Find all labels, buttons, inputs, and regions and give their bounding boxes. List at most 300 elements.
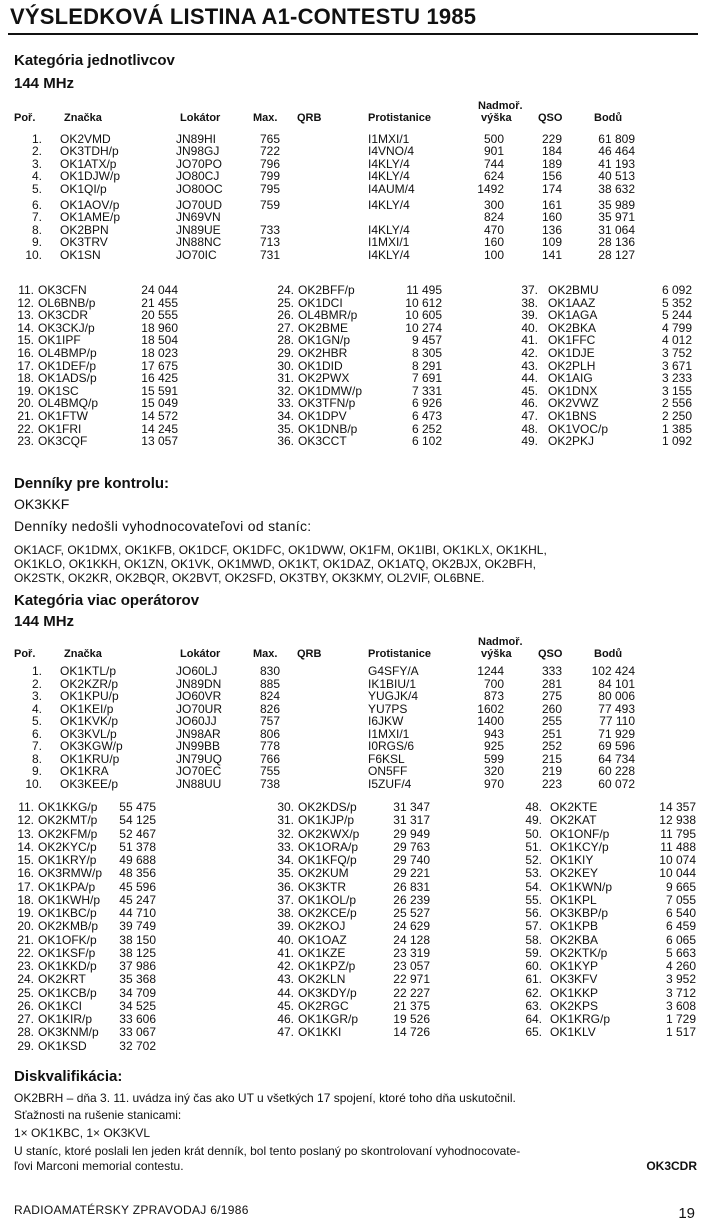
- list-points: 32 702: [119, 1038, 156, 1053]
- list-points: 14 726: [393, 1025, 430, 1040]
- list-points: 18 960: [141, 320, 178, 335]
- list-rank: 34.: [277, 853, 294, 867]
- list-points: 5 244: [661, 308, 692, 323]
- list-rank: 36.: [277, 434, 294, 449]
- row-callsign: OK1KEI/p: [60, 701, 114, 716]
- row-counterpart: I0RGS/6: [368, 739, 415, 753]
- list-callsign: OK1ONF/p: [550, 826, 610, 841]
- list-points: 3 233: [661, 371, 692, 386]
- list-callsign: OK2PLH: [548, 358, 596, 373]
- row-qso: 223: [541, 776, 562, 791]
- list-callsign: OK2RGC: [298, 998, 349, 1013]
- list-rank: 27.: [277, 320, 294, 335]
- row-qso: 160: [541, 210, 562, 225]
- disq-signature: OK3CDR: [646, 1159, 697, 1173]
- row-locator: JN89HI: [176, 132, 217, 146]
- row-rank: 5.: [31, 714, 42, 728]
- row-max: 795: [260, 181, 281, 196]
- disq-line-4: U staníc, ktoré poslali len jeden krát denník, bol tento poslaný po skontrolovaní vyhodnocovate-: [14, 1144, 521, 1158]
- list-rank: 19.: [17, 383, 34, 398]
- row-altitude: 300: [483, 198, 504, 212]
- list-points: 19 526: [393, 1012, 430, 1026]
- list-rank: 38.: [521, 295, 538, 310]
- list-points: 3 952: [665, 972, 696, 987]
- list-rank: 61.: [525, 972, 542, 987]
- list-points: 4 260: [665, 959, 696, 973]
- row-counterpart: I4KLY/4: [368, 198, 410, 212]
- row-callsign: OK2VMD: [60, 132, 111, 146]
- row-max: 731: [260, 247, 281, 262]
- cat2-col-qrb: QRB: [297, 648, 322, 660]
- list-callsign: OK2KTE: [550, 800, 598, 814]
- list-rank: 51.: [525, 839, 542, 854]
- row-counterpart: I1MXI/1: [368, 726, 410, 741]
- row-callsign: OK1QI/p: [60, 181, 107, 196]
- list-rank: 13.: [17, 826, 34, 841]
- row-callsign: OK1KTL/p: [60, 664, 117, 678]
- row-points: 77 110: [599, 714, 635, 728]
- list-rank: 29.: [277, 346, 294, 360]
- list-points: 51 378: [119, 839, 156, 854]
- row-max: 713: [260, 235, 281, 250]
- row-max: 755: [260, 764, 281, 778]
- list-rank: 62.: [525, 985, 542, 1000]
- list-rank: 23.: [17, 959, 34, 973]
- list-points: 10 074: [659, 853, 696, 867]
- list-points: 4 012: [661, 333, 692, 348]
- row-qso: 141: [541, 247, 562, 262]
- row-points: 40 513: [598, 169, 635, 184]
- list-rank: 49.: [521, 434, 538, 449]
- list-rank: 25.: [277, 295, 294, 310]
- row-counterpart: I1MXI/1: [368, 235, 410, 250]
- row-locator: JO70UR: [176, 701, 223, 716]
- list-callsign: OK1DID: [298, 358, 343, 373]
- cat1-col-max: Max.: [253, 112, 278, 124]
- title-rule: [8, 33, 698, 35]
- list-points: 12 938: [659, 813, 696, 828]
- list-points: 31 317: [393, 813, 430, 828]
- list-callsign: OK1KGR/p: [298, 1012, 359, 1026]
- list-callsign: OK2KBA: [550, 932, 599, 947]
- list-points: 5 352: [661, 295, 692, 310]
- row-locator: JN99BB: [176, 739, 221, 753]
- list-points: 55 475: [119, 800, 156, 814]
- list-points: 24 128: [393, 932, 430, 947]
- row-rank: 1.: [31, 664, 42, 678]
- list-callsign: OK1GN/p: [298, 333, 351, 348]
- list-rank: 41.: [277, 945, 294, 960]
- row-points: 46 464: [598, 144, 635, 159]
- list-rank: 52.: [525, 853, 542, 867]
- row-max: 757: [260, 714, 281, 728]
- list-callsign: OK2BMU: [548, 283, 599, 297]
- list-callsign: OK1DPV: [298, 409, 347, 423]
- list-callsign: OK1FFC: [548, 333, 596, 348]
- list-rank: 50.: [525, 826, 542, 841]
- list-callsign: OK2KDS/p: [298, 800, 357, 814]
- list-points: 6 065: [665, 932, 696, 947]
- list-points: 11 795: [660, 826, 696, 841]
- list-callsign: OK1DNX: [548, 383, 598, 398]
- row-rank: 2.: [31, 676, 42, 691]
- list-rank: 19.: [17, 906, 34, 920]
- cat1-col-nadmor: Nadmoř.: [478, 100, 523, 112]
- control-title: Denníky pre kontrolu:: [14, 475, 170, 492]
- list-rank: 32.: [277, 383, 294, 398]
- list-callsign: OK3CDR: [38, 308, 89, 323]
- list-points: 1 517: [665, 1025, 696, 1040]
- list-rank: 60.: [525, 959, 542, 973]
- row-callsign: OK3TRV: [60, 235, 108, 250]
- list-callsign: OK1KRG/p: [550, 1012, 611, 1026]
- list-points: 4 799: [661, 320, 692, 335]
- row-callsign: OK3KVL/p: [60, 726, 117, 741]
- page-title: VÝSLEDKOVÁ LISTINA A1-CONTESTU 1985: [10, 4, 477, 29]
- list-points: 9 457: [411, 333, 442, 348]
- list-points: 10 274: [405, 320, 442, 335]
- list-callsign: OK1KCI: [38, 998, 83, 1013]
- row-qso: 189: [541, 156, 562, 171]
- list-rank: 29.: [17, 1038, 34, 1053]
- row-points: 61 809: [598, 132, 635, 146]
- list-rank: 46.: [277, 1012, 294, 1026]
- row-qso: 156: [541, 169, 562, 184]
- row-max: 796: [260, 156, 281, 171]
- row-points: 60 228: [598, 764, 635, 778]
- list-rank: 49.: [525, 813, 542, 828]
- list-rank: 11.: [18, 283, 34, 297]
- list-callsign: OK1OAZ: [298, 932, 347, 947]
- row-max: 824: [260, 689, 281, 703]
- row-qso: 174: [541, 181, 562, 196]
- list-rank: 31.: [277, 813, 294, 828]
- list-points: 21 455: [141, 295, 178, 310]
- list-callsign: OK1KPZ/p: [298, 959, 356, 973]
- list-rank: 37.: [521, 283, 538, 297]
- cat1-col-protistanice: Protistanice: [368, 112, 431, 124]
- row-points: 28 136: [598, 235, 635, 250]
- list-points: 14 357: [659, 800, 696, 814]
- row-rank: 4.: [31, 701, 42, 716]
- row-max: 733: [260, 222, 281, 237]
- list-callsign: OK1KLV: [550, 1025, 596, 1040]
- list-callsign: OK2KAT: [550, 813, 597, 828]
- list-points: 18 504: [141, 333, 178, 348]
- list-points: 29 740: [393, 853, 430, 867]
- list-points: 15 049: [141, 396, 178, 411]
- list-rank: 28.: [17, 1025, 34, 1040]
- row-points: 31 064: [598, 222, 635, 237]
- list-callsign: OK2BKA: [548, 320, 597, 335]
- list-points: 3 155: [661, 383, 692, 398]
- list-points: 16 425: [141, 371, 178, 386]
- list-rank: 25.: [17, 985, 34, 1000]
- list-rank: 36.: [277, 879, 294, 894]
- list-callsign: OK2KCE/p: [298, 906, 357, 920]
- row-locator: JN88UU: [176, 776, 222, 791]
- list-rank: 18.: [17, 892, 34, 907]
- list-rank: 37.: [277, 892, 294, 907]
- disq-line-5: ľovi Marconi memorial contestu.: [14, 1159, 184, 1173]
- list-rank: 38.: [277, 906, 294, 920]
- disq-line-1: OK2BRH – dňa 3. 11. uvádza iný čas ako UT u všetkých 17 spojení, ktoré toho dňa uskutočnil.: [14, 1091, 516, 1105]
- list-points: 26 831: [393, 879, 430, 894]
- list-points: 45 247: [119, 892, 156, 907]
- list-points: 37 986: [119, 959, 156, 973]
- list-rank: 33.: [277, 839, 294, 854]
- list-rank: 15.: [17, 853, 34, 867]
- list-points: 7 331: [411, 383, 442, 398]
- row-points: 28 127: [598, 247, 635, 262]
- row-rank: 7.: [31, 739, 42, 753]
- list-points: 49 688: [119, 853, 156, 867]
- row-rank: 9.: [31, 235, 42, 250]
- disq-title: Diskvalifikácia:: [14, 1068, 123, 1085]
- cat1-title: Kategória jednotlivcov: [14, 52, 175, 69]
- list-callsign: OK1KKI: [298, 1025, 342, 1040]
- row-rank: 7.: [31, 210, 42, 225]
- list-rank: 45.: [277, 998, 294, 1013]
- row-qso: 184: [541, 144, 562, 159]
- missing-line-1: OK1ACF, OK1DMX, OK1KFB, OK1DCF, OK1DFC, OK1DWW, OK1FM, OK1IBI, OK1KLX, OK1KHL,: [14, 543, 547, 557]
- list-points: 20 555: [141, 308, 178, 323]
- list-points: 44 710: [119, 906, 156, 920]
- list-rank: 30.: [277, 358, 294, 373]
- list-callsign: OK2KLN: [298, 972, 346, 987]
- list-callsign: OK2HBR: [298, 346, 348, 360]
- row-qso: 252: [541, 739, 562, 753]
- list-rank: 23.: [17, 434, 34, 449]
- list-callsign: OK1KSD: [38, 1038, 87, 1053]
- row-altitude: 873: [483, 689, 504, 703]
- list-callsign: OK1KCY/p: [550, 839, 609, 854]
- list-rank: 30.: [277, 800, 294, 814]
- list-callsign: OK2KEY: [550, 866, 599, 881]
- list-callsign: OK1ADS/p: [38, 371, 97, 386]
- cat1-col-qrb: QRB: [297, 112, 322, 124]
- list-rank: 28.: [277, 333, 294, 348]
- row-points: 41 193: [598, 156, 635, 171]
- list-rank: 16.: [17, 866, 34, 881]
- cat1-col-lokator: Lokátor: [180, 112, 221, 124]
- list-callsign: OK1AIG: [548, 371, 593, 386]
- missing-title: Denníky nedošli vyhodnocovateľovi od staníc:: [14, 518, 312, 534]
- list-points: 6 102: [411, 434, 442, 449]
- row-points: 35 989: [598, 198, 635, 212]
- list-rank: 58.: [525, 932, 542, 947]
- cat1-col-znacka: Značka: [64, 112, 102, 124]
- list-points: 35 368: [119, 972, 156, 987]
- row-counterpart: I4KLY/4: [368, 169, 410, 184]
- list-points: 29 221: [393, 866, 430, 881]
- list-callsign: OK1KRY/p: [38, 853, 97, 867]
- cat2-col-bodu: Bodů: [594, 648, 623, 660]
- row-altitude: 925: [483, 739, 504, 753]
- list-rank: 48.: [525, 800, 542, 814]
- list-callsign: OK1ORA/p: [298, 839, 359, 854]
- list-points: 25 527: [393, 906, 430, 920]
- list-points: 6 473: [411, 409, 442, 423]
- list-rank: 39.: [277, 919, 294, 934]
- row-rank: 5.: [31, 181, 42, 196]
- row-callsign: OK1KVK/p: [60, 714, 119, 728]
- list-rank: 21.: [17, 409, 34, 423]
- list-points: 2 556: [661, 396, 692, 411]
- list-points: 10 612: [405, 295, 442, 310]
- list-rank: 41.: [521, 333, 538, 348]
- list-rank: 65.: [525, 1025, 542, 1040]
- list-callsign: OK2KUM: [298, 866, 349, 881]
- list-rank: 35.: [277, 866, 294, 881]
- list-callsign: OK3CFN: [38, 283, 87, 297]
- list-rank: 27.: [17, 1012, 34, 1026]
- list-callsign: OK3TFN/p: [298, 396, 356, 411]
- row-altitude: 160: [483, 235, 504, 250]
- list-rank: 42.: [277, 959, 294, 973]
- list-points: 6 926: [411, 396, 442, 411]
- list-rank: 24.: [277, 283, 294, 297]
- row-qso: 109: [541, 235, 562, 250]
- row-qso: 161: [541, 198, 562, 212]
- cat1-col-qso: QSO: [538, 112, 563, 124]
- row-qso: 251: [541, 726, 562, 741]
- row-altitude: 700: [483, 676, 504, 691]
- list-points: 21 375: [393, 998, 430, 1013]
- list-rank: 44.: [277, 985, 294, 1000]
- list-points: 52 467: [119, 826, 156, 841]
- cat1-col-vyska: výška: [481, 112, 512, 124]
- row-qso: 260: [541, 701, 562, 716]
- footer-publication: RADIOAMATÉRSKY ZPRAVODAJ 6/1986: [14, 1203, 249, 1217]
- row-max: 806: [260, 726, 281, 741]
- list-callsign: OK1FTW: [38, 409, 88, 423]
- row-counterpart: YU7PS: [368, 701, 408, 716]
- row-rank: 10.: [25, 247, 42, 262]
- list-points: 11 488: [660, 839, 696, 854]
- cat2-title: Kategória viac operátorov: [14, 592, 200, 609]
- list-points: 17 675: [141, 358, 178, 373]
- row-locator: JN69VN: [176, 210, 221, 225]
- row-callsign: OK3TDH/p: [60, 144, 119, 159]
- list-callsign: OK3CKJ/p: [38, 320, 95, 335]
- list-rank: 45.: [521, 383, 538, 398]
- list-rank: 47.: [277, 1025, 294, 1040]
- list-callsign: OK2KOJ: [298, 919, 346, 934]
- row-rank: 9.: [31, 764, 42, 778]
- list-rank: 12.: [17, 295, 34, 310]
- row-altitude: 744: [483, 156, 504, 171]
- row-locator: JO80OC: [176, 181, 223, 196]
- row-rank: 4.: [31, 169, 42, 184]
- list-points: 8 305: [411, 346, 442, 360]
- list-points: 34 709: [119, 985, 156, 1000]
- row-rank: 1.: [31, 132, 42, 146]
- list-points: 31 347: [393, 800, 430, 814]
- list-points: 3 608: [665, 998, 696, 1013]
- list-rank: 59.: [525, 945, 542, 960]
- list-rank: 47.: [521, 409, 538, 423]
- list-callsign: OK3KTR: [298, 879, 347, 894]
- list-points: 3 671: [661, 358, 692, 373]
- list-points: 9 665: [665, 879, 696, 894]
- list-points: 6 459: [665, 919, 696, 934]
- row-counterpart: I4AUM/4: [368, 181, 415, 196]
- row-counterpart: I4VNO/4: [368, 144, 415, 159]
- row-max: 738: [260, 776, 281, 791]
- list-points: 38 150: [119, 932, 156, 947]
- row-callsign: OK1DJW/p: [60, 169, 121, 184]
- list-callsign: OK3KNM/p: [38, 1025, 99, 1040]
- list-points: 29 949: [393, 826, 430, 841]
- list-callsign: OK1DJE: [548, 346, 595, 360]
- row-callsign: OK3KEE/p: [60, 776, 119, 791]
- list-points: 24 629: [393, 919, 430, 934]
- cat2-col-max: Max.: [253, 648, 278, 660]
- row-callsign: OK3KGW/p: [60, 739, 123, 753]
- list-callsign: OK1FRI: [38, 421, 82, 436]
- row-max: 885: [260, 676, 281, 691]
- list-rank: 14.: [17, 320, 34, 335]
- row-counterpart: I6JKW: [368, 714, 404, 728]
- list-callsign: OK1KKD/p: [38, 959, 97, 973]
- list-points: 10 605: [405, 308, 442, 323]
- row-locator: JN98GJ: [176, 144, 220, 159]
- list-rank: 55.: [525, 892, 542, 907]
- list-callsign: OK2BME: [298, 320, 349, 335]
- list-points: 26 239: [393, 892, 430, 907]
- row-locator: JO70EC: [176, 764, 222, 778]
- row-max: 765: [260, 132, 281, 146]
- row-qso: 215: [541, 751, 562, 766]
- list-callsign: OK1KJP/p: [298, 813, 355, 828]
- list-callsign: OK1KBC/p: [38, 906, 97, 920]
- row-locator: JO60LJ: [176, 664, 218, 678]
- list-rank: 22.: [17, 945, 34, 960]
- list-rank: 40.: [521, 320, 538, 335]
- list-callsign: OK1KFQ/p: [298, 853, 357, 867]
- list-callsign: OK3KFV: [550, 972, 598, 987]
- row-counterpart: F6KSL: [368, 751, 405, 766]
- row-qso: 136: [541, 222, 562, 237]
- row-counterpart: ON5FF: [368, 764, 408, 778]
- list-rank: 31.: [277, 371, 294, 386]
- list-callsign: OK2KYC/p: [38, 839, 97, 854]
- row-counterpart: I4KLY/4: [368, 247, 410, 262]
- list-callsign: OK3CCT: [298, 434, 347, 449]
- list-points: 38 125: [119, 945, 156, 960]
- list-callsign: OK1KWN/p: [550, 879, 613, 894]
- cat2-col-protistanice: Protistanice: [368, 648, 431, 660]
- list-callsign: OK3KBP/p: [550, 906, 609, 920]
- list-rank: 17.: [17, 358, 34, 373]
- list-rank: 43.: [521, 358, 538, 373]
- row-callsign: OK1KPU/p: [60, 689, 119, 703]
- row-altitude: 1244: [477, 664, 504, 678]
- row-locator: JN98AR: [176, 726, 221, 741]
- row-altitude: 901: [483, 144, 504, 159]
- list-callsign: OK1AAZ: [548, 295, 596, 310]
- list-callsign: OK3KDY/p: [298, 985, 357, 1000]
- list-points: 7 055: [665, 892, 696, 907]
- list-callsign: OL4BMP/p: [38, 346, 97, 360]
- list-points: 34 525: [119, 998, 156, 1013]
- missing-line-2: OK1KLO, OK1KKH, OK1ZN, OK1VK, OK1MWD, OK1KT, OK1DAZ, OK1ATQ, OK2BJX, OK2BFH,: [14, 557, 536, 571]
- list-points: 6 540: [665, 906, 696, 920]
- list-rank: 26.: [277, 308, 294, 323]
- row-rank: 10.: [25, 776, 42, 791]
- list-callsign: OK1KIY: [550, 853, 594, 867]
